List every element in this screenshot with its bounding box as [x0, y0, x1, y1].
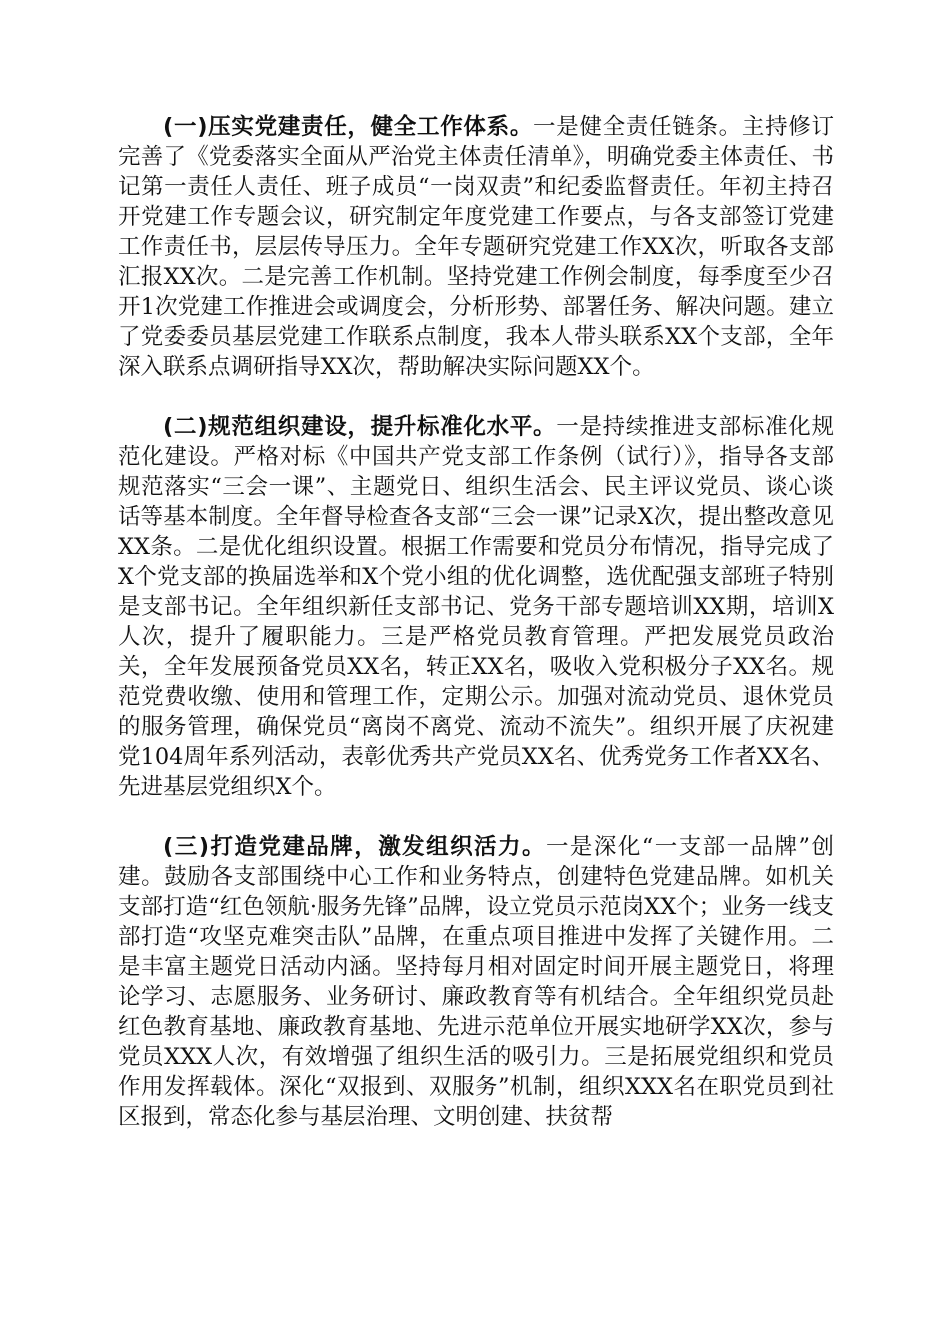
paragraph-section-1: [118, 112, 834, 382]
section-body-1: 一是健全责任链条。主持修订完善了《党委落实全面从严治党主体责任清单》，明确党委主体责任、书记第一责任人责任、班子成员“一岗双责”和纪委监督责任。年初主持召开党建工作专题会议，研究制定年度党建工作要点，与各支部签订党建工作责任书，层层传导压力。全年专题研究党建工作XX次，听取各支部汇报XX次。二是完善工作机制。坚持党建工作例会制度，每季度至少召开1次党建工作推进会或调度会，分析形势、部署任务、解决问题。建立了党委委员基层党建工作联系点制度，我本人带头联系XX个支部，全年深入联系点调研指导XX次，帮助解决实际问题XX个。: [118, 114, 834, 380]
document-page: [118, 112, 834, 1162]
paragraph-section-2: [118, 412, 834, 802]
section-heading-1: (一)压实党建责任，健全工作体系。: [163, 114, 534, 140]
section-body-3: 一是深化“一支部一品牌”创建。鼓励各支部围绕中心工作和业务特点，创建特色党建品牌。如机关支部打造“红色领航·服务先锋”品牌，设立党员示范岗XX个；业务一线支部打造“攻坚克难突击队”品牌，在重点项目推进中发挥了关键作用。二是丰富主题党日活动内涵。坚持每月相对固定时间开展主题党日，将理论学习、志愿服务、业务研讨、廉政教育等有机结合。全年组织党员赴红色教育基地、廉政教育基地、先进示范单位开展实地研学XX次，参与党员XXX人次，有效增强了组织生活的吸引力。三是拓展党组织和党员作用发挥载体。深化“双报到、双服务”机制，组织XXX名在职党员到社区报到，常态化参与基层治理、文明创建、扶贫帮: [118, 834, 834, 1130]
section-heading-3: (三)打造党建品牌，激发组织活力。: [163, 834, 546, 860]
section-body-2: 一是持续推进支部标准化规范化建设。严格对标《中国共产党支部工作条例（试行）》，指导各支部规范落实“三会一课”、主题党日、组织生活会、民主评议党员、谈心谈话等基本制度。全年督导检查各支部“三会一课”记录X次，提出整改意见XX条。二是优化组织设置。根据工作需要和党员分布情况，指导完成了X个党支部的换届选举和X个党小组的优化调整，选优配强支部班子特别是支部书记。全年组织新任支部书记、党务干部专题培训XX期，培训X人次，提升了履职能力。三是严格党员教育管理。严把发展党员政治关，全年发展预备党员XX名，转正XX名，吸收入党积极分子XX名。规范党费收缴、使用和管理工作，定期公示。加强对流动党员、退休党员的服务管理，确保党员“离岗不离党、流动不流失”。组织开展了庆祝建党104周年系列活动，表彰优秀共产党员XX名、优秀党务工作者XX名、先进基层党组织X个。: [118, 414, 834, 800]
paragraph-section-3: [118, 832, 834, 1132]
section-heading-2: (二)规范组织建设，提升标准化水平。: [163, 414, 557, 440]
